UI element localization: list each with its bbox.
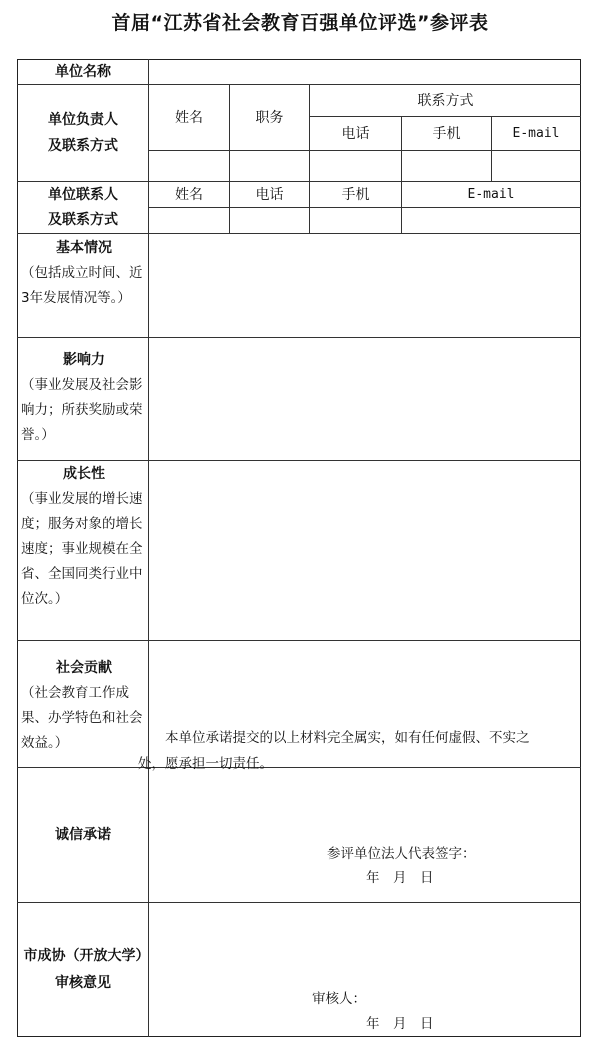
contact-email-field[interactable] — [402, 208, 580, 233]
influence-label — [21, 348, 147, 448]
leader-phone-header: 电话 — [341, 125, 370, 142]
contact-mobile-field[interactable] — [310, 208, 401, 233]
contact-phone-header: 电话 — [255, 186, 284, 203]
influence-heading: 影响力 — [63, 352, 105, 368]
contribution-heading: 社会贡献 — [56, 660, 112, 676]
leader-mobile-header: 手机 — [432, 125, 461, 142]
contact-email-header: E-mail — [467, 186, 515, 202]
leader-name-header: 姓名 — [175, 109, 203, 126]
growth-desc: （事业发展的增长速度；服务对象的增长速度；事业规模在全省、全国同类行业中位次。） — [21, 491, 143, 607]
leader-position-field[interactable] — [230, 151, 309, 181]
unit-name-label: 单位名称 — [55, 64, 111, 80]
leader-position-header: 职务 — [255, 109, 284, 126]
leader-email-field[interactable] — [492, 151, 580, 181]
page-title: 首届“江苏省社会教育百强单位评选”参评表 — [111, 12, 489, 34]
influence-field[interactable] — [149, 338, 580, 460]
contact-phone-field[interactable] — [230, 208, 309, 233]
leader-phone-field[interactable] — [310, 151, 401, 181]
growth-field[interactable] — [149, 461, 580, 640]
contact-person-label: 单位联系人 及联系方式 — [48, 186, 118, 228]
leader-email-header: E-mail — [512, 125, 560, 141]
influence-desc: （事业发展及社会影响力；所获奖励或荣誉。） — [21, 377, 143, 443]
basic-info-label — [21, 236, 147, 311]
row-divider — [17, 902, 581, 903]
review-date: 年 月 日 — [366, 1016, 434, 1032]
contribution-label — [21, 656, 147, 756]
basic-info-heading: 基本情况 — [56, 240, 112, 256]
pledge-signature-label: 参评单位法人代表签字： — [327, 846, 476, 862]
integrity-label: 诚信承诺 — [55, 827, 111, 843]
pledge-text: 本单位承诺提交的以上材料完全属实，如有任何虚假、不实之处，愿承担一切责任。 — [138, 730, 530, 772]
leader-contact-method-header: 联系方式 — [417, 92, 474, 109]
basic-info-desc: （包括成立时间、近3年发展情况等。） — [21, 265, 143, 306]
pledge-date: 年 月 日 — [366, 870, 434, 886]
unit-name-field[interactable] — [149, 60, 580, 84]
basic-info-field[interactable] — [149, 234, 580, 337]
growth-heading: 成长性 — [63, 466, 105, 482]
growth-label — [21, 462, 147, 612]
review-label: 市成协（开放大学）审核意见 — [23, 948, 143, 991]
reviewer-label: 审核人： — [312, 991, 366, 1007]
contribution-desc: （社会教育工作成果、办学特色和社会效益。） — [21, 685, 143, 751]
leader-mobile-field[interactable] — [402, 151, 491, 181]
leader-name-field[interactable] — [149, 151, 229, 181]
contact-name-field[interactable] — [149, 208, 229, 233]
contact-mobile-header: 手机 — [341, 186, 370, 203]
leader-label: 单位负责人 及联系方式 — [48, 112, 118, 154]
contact-name-header: 姓名 — [175, 186, 203, 203]
